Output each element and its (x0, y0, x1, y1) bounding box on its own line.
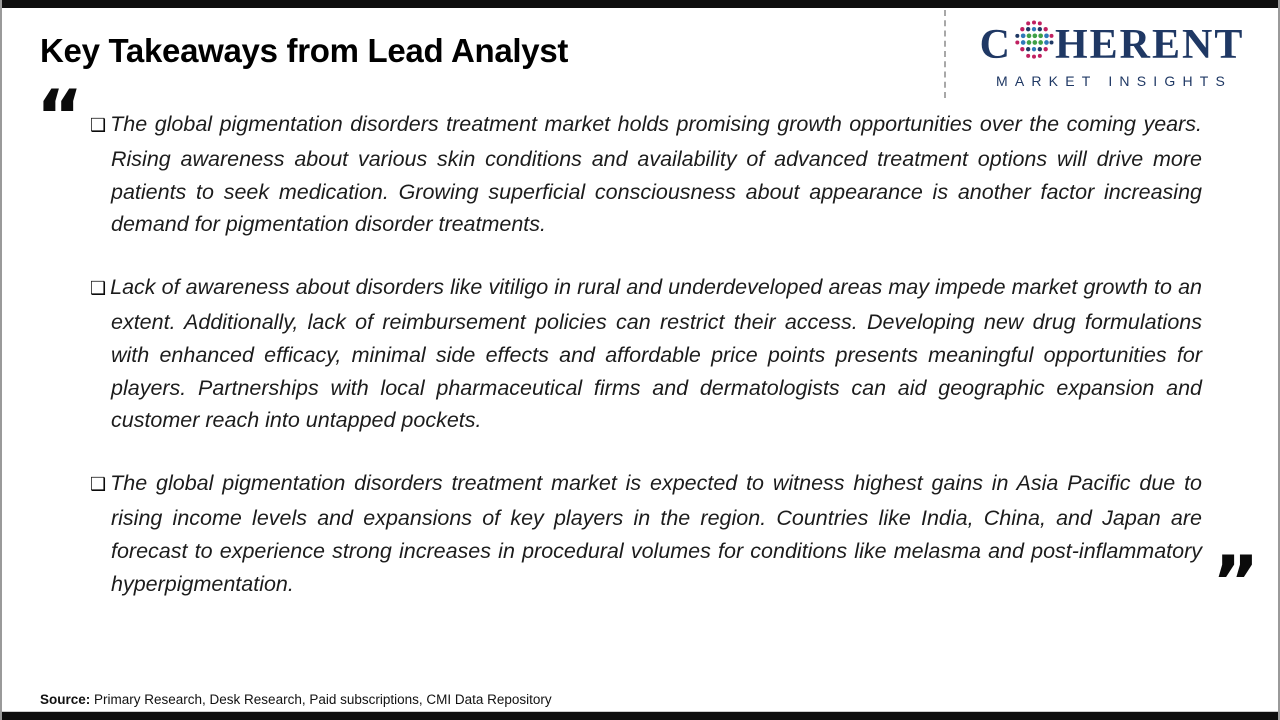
checkbox-bullet-icon: ❑ (90, 474, 107, 496)
coherent-market-insights-logo (944, 10, 1260, 98)
logo-tagline: MARKET INSIGHTS (995, 73, 1233, 89)
takeaways-list (90, 108, 1202, 630)
checkbox-bullet-icon: ❑ (90, 278, 107, 300)
takeaway-item (90, 108, 1202, 241)
source-text: Primary Research, Desk Research, Paid subscriptions, CMI Data Repository (90, 692, 552, 707)
globe-dots-icon (1014, 19, 1054, 70)
takeaway-text: Lack of awareness about disorders like vitiligo in rural and underdeveloped areas may impede market growth to an extent. Additionally, lack of reimbursement policies can restrict their access. Developing new drug formulations with enhanced efficacy, minimal side effects and affordable price points presents meaningful opportunities for players. Partnerships with local pharmaceutical firms and dermatologists can aid geographic expansion and customer reach into untapped pockets. (110, 275, 1202, 433)
takeaway-item (90, 467, 1202, 600)
page-title: Key Takeaways from Lead Analyst (40, 32, 569, 69)
logo-wordmark (980, 19, 1245, 70)
logo-word-part2: HERENT (1054, 21, 1245, 68)
checkbox-bullet-icon: ❑ (90, 115, 107, 136)
takeaway-item (90, 271, 1202, 437)
source-line (40, 692, 552, 707)
bottom-border-bar (2, 711, 1278, 720)
takeaway-text: The global pigmentation disorders treatment market holds promising growth opportunities over the coming years. Rising awareness about various skin conditions and availability of advanced treatment options will drive more patients to seek medication. Growing superficial consciousness about appearance is another factor increasing demand for pigmentation disorder treatments. (110, 112, 1202, 237)
open-quote-icon: “ (36, 74, 84, 158)
close-quote-icon: ” (1212, 540, 1260, 624)
logo-word-part1: C (979, 21, 1012, 68)
top-border-bar (2, 0, 1278, 8)
takeaway-text: The global pigmentation disorders treatment market is expected to witness highest gains in Asia Pacific due to rising income levels and expansions of key players in the region. Countries like India, China, and Japan are forecast to experience strong increases in procedural volumes for conditions like melasma and post-inflammatory hyperpigmentation. (110, 471, 1202, 596)
source-label: Source: (40, 692, 91, 707)
